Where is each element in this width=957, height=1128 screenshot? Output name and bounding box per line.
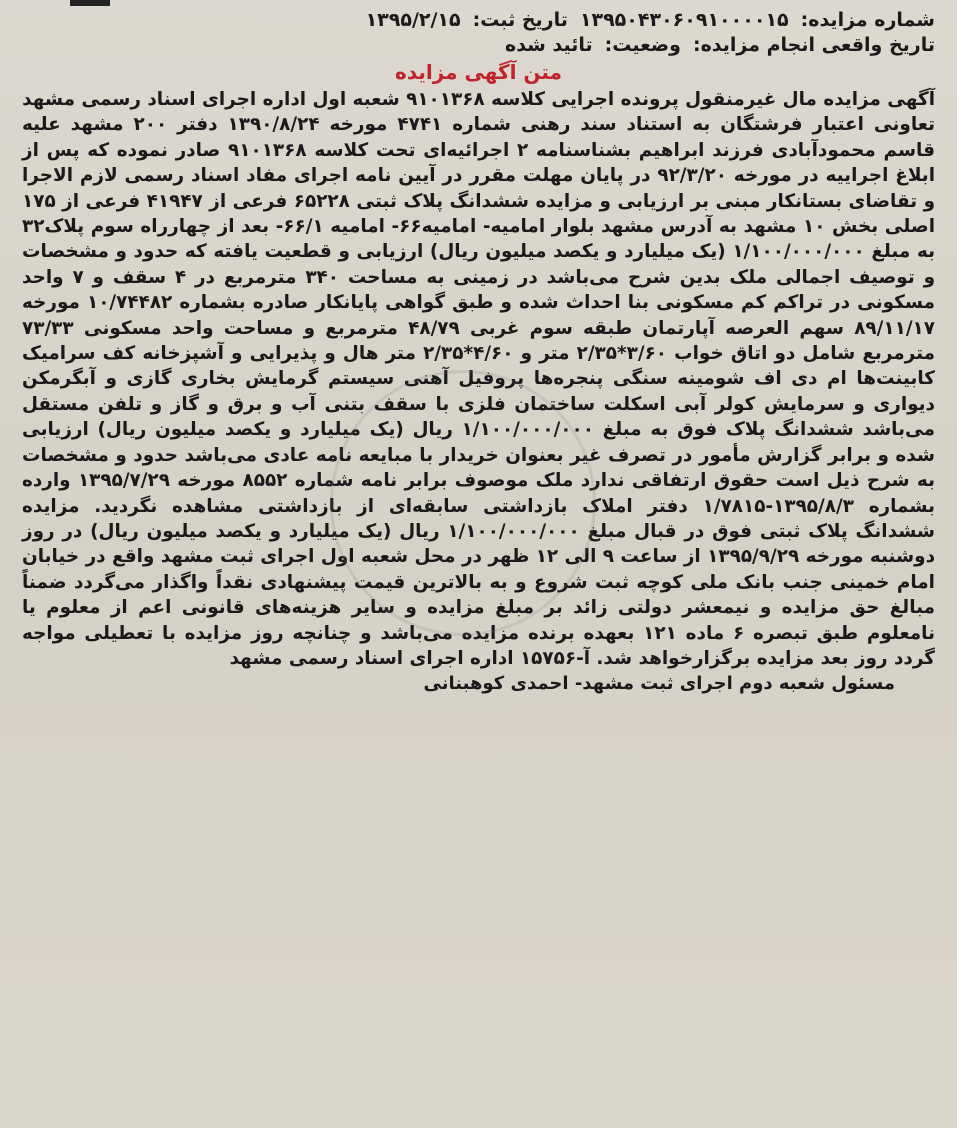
- decorative-bar: [70, 0, 110, 6]
- auction-meta-line-1: [22, 8, 935, 33]
- signature-block: [22, 671, 935, 696]
- signature-line: مسئول شعبه دوم اجرای ثبت مشهد- احمدی کوهبنانی: [423, 673, 895, 695]
- auction-number-label: شماره مزایده:: [800, 9, 935, 31]
- status-label: وضعیت:: [604, 34, 681, 56]
- reg-date: ۱۳۹۵/۲/۱۵: [365, 9, 461, 31]
- reg-date-label: تاریخ ثبت:: [472, 9, 568, 31]
- auction-meta-line-2: [22, 33, 935, 58]
- notice-main-paragraph: تعاونی اعتبار فرشتگان به استناد سند رهنی شماره ۴۷۴۱ مورخه ۱۳۹۰/۸/۲۴ دفتر ۲۰۰ مشهد علیه قاسم محمودآبادی فرزند ابراهیم بشناسنامه ۲ اجرائیه‌ای تحت کلاسه ۹۱۰۱۳۶۸ صادر نموده که پس از ابلاغ اجراییه در مورخه ۹۲/۳/۲۰ در پایان مهلت مقرر در آیین نامه اجرای مفاد اسناد رسمی لازم الاجرا و تقاضای بستانکار مبنی بر ارزیابی و مزایده ششدانگ پلاک ثبتی ۶۵۲۲۸ فرعی از ۴۱۹۴۷ فرعی از ۱۷۵ اصلی بخش ۱۰ مشهد به آدرس مشهد بلوار امامیه- امامیه۶۶- امامیه ۶۶/۱- بعد از چهارراه سوم پلاک۳۲ به مبلغ ۱/۱۰۰/۰۰۰/۰۰۰ (یک میلیارد و یکصد میلیون ریال) ارزیابی و قطعیت یافته که حدود و مشخصات و توصیف اجمالی ملک بدین شرح می‌باشد در زمینی به مساحت ۳۴۰ مترمربع در ۴ سقف و ۷ واحد مسکونی در تراکم کم مسکونی بنا احداث شده و طبق گواهی پایانکار صادره بشماره ۱۰/۷۴۴۸۲ مورخه ۸۹/۱۱/۱۷ سهم العرصه آپارتمان طبقه سوم غربی ۴۸/۷۹ مترمربع و مساحت واحد مسکونی ۷۳/۳۳ مترمربع شامل دو اتاق خواب ۳/۶۰*۲/۳۵ متر و ۴/۶۰*۲/۳۵ متر هال و پذیرایی و آشپزخانه کف سرامیک کابینت‌ها ام دی اف شومینه سنگی پنجره‌ها پروفیل آهنی سیستم گرمایش بخاری گازی و آبگرمکن دیواری و سرمایش کولر آبی اسکلت ساختمان فلزی با سقف بتنی آب و برق و گاز و تلفن مستقل می‌باشد ششدانگ پلاک فوق به مبلغ ۱/۱۰۰/۰۰۰/۰۰۰ ریال (یک میلیارد و یکصد میلیون ریال) ارزیابی شده و برابر گزارش مأمور در تصرف غیر بعنوان خریدار با مبایعه نامه عادی می‌باشد حدود و مشخصات به شرح ذیل است حقوق ارتفاقی ندارد ملک موصوف برابر نامه شماره ۸۵۵۲ مورخه ۱۳۹۵/۷/۲۹ وارده بشماره ۱۳۹۵/۸/۳-۱/۷۸۱۵ دفتر املاک بازداشتی سابقه‌ای از بازداشتی مشاهده نگردید. مزایده ششدانگ پلاک ثبتی فوق در قبال مبلغ ۱/۱۰۰/۰۰۰/۰۰۰ ریال (یک میلیارد و یکصد میلیون ریال) در روز دوشنبه مورخه ۱۳۹۵/۹/۲۹ از ساعت ۹ الی ۱۲ ظهر در محل شعبه اول اجرای ثبت مشهد واقع در خیابان امام خمینی جنب بانک ملی کوچه ثبت شروع و به بالاترین قیمت پیشنهادی نقداً واگذار می‌گردد ضمناً مبالغ حق مزایده و نیمعشر دولتی زائد بر مبلغ مزایده و سایر هزینه‌های قانونی اعم از معلوم یا نامعلوم طبق تبصره ۶ ماده ۱۲۱ بعهده برنده مزایده می‌باشد و چنانچه روز مزایده با تعطیلی مواجه گردد روز بعد مزایده برگزارخواهد شد. آ-۱۵۷۵۶ اداره اجرای اسناد رسمی مشهد: [22, 114, 936, 669]
- auction-number: ۱۳۹۵۰۴۳۰۶۰۹۱۰۰۰۰۱۵: [579, 9, 789, 31]
- notice-heading-paragraph: آگهی مزایده مال غیرمنقول پرونده اجرایی کلاسه ۹۱۰۱۳۶۸ شعبه اول اداره اجرای اسناد رسمی مشهد: [22, 89, 935, 110]
- notice-body: [22, 87, 935, 671]
- status-value: تائید شده: [504, 34, 593, 56]
- actual-date-label: تاریخ واقعی انجام مزایده:: [692, 34, 935, 56]
- notice-title: متن آگهی مزایده: [395, 60, 562, 84]
